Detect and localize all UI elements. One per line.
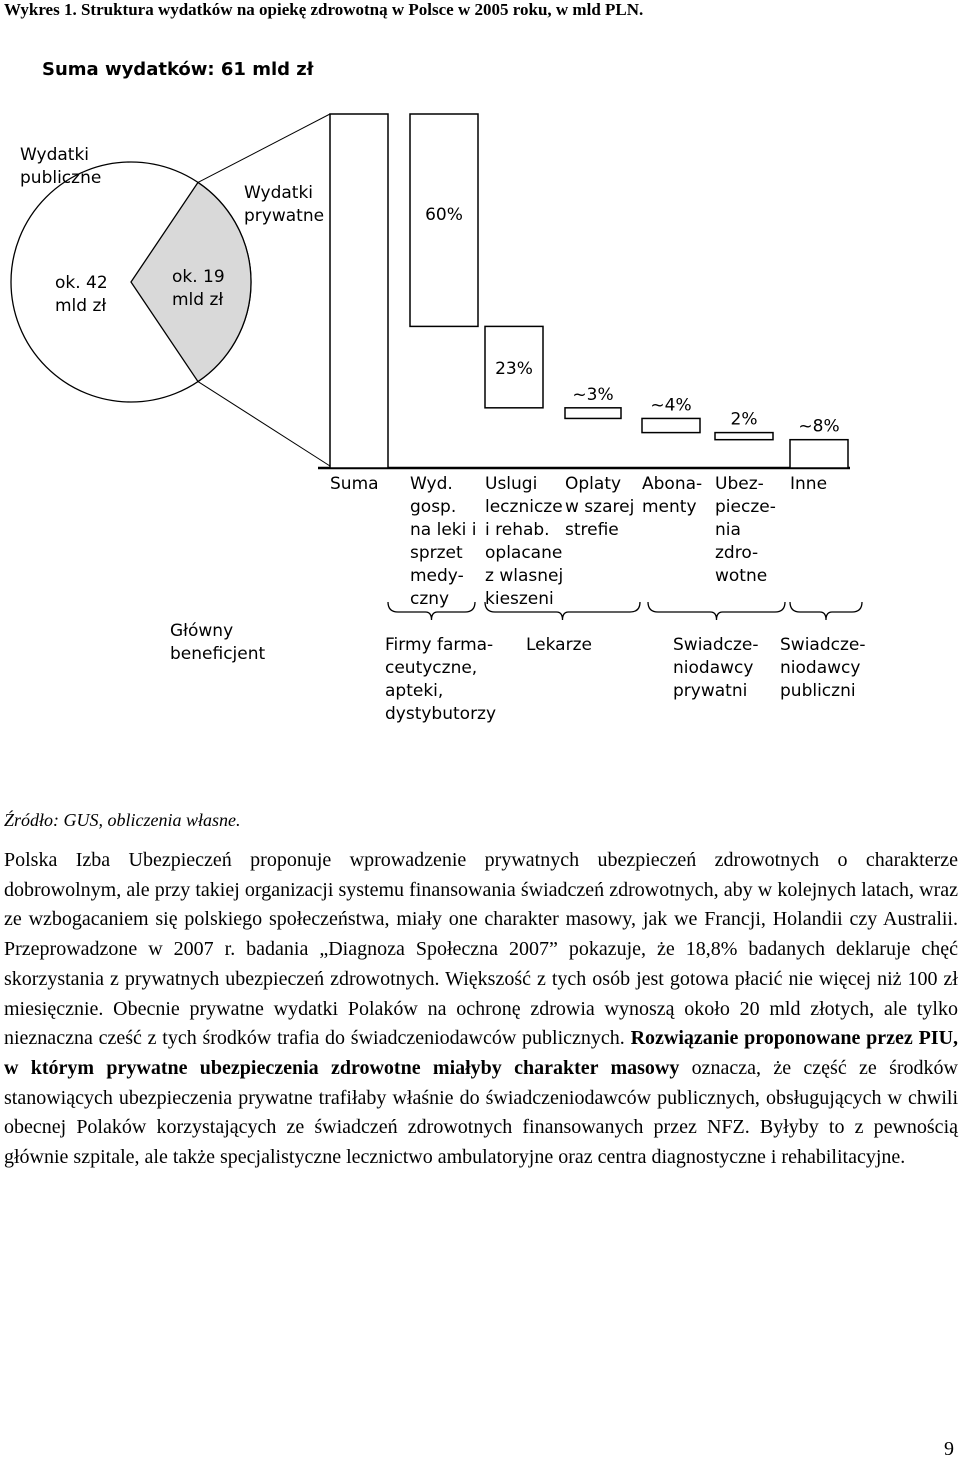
pie-value-private: ok. 19 mld zł [172, 267, 225, 310]
beneficiary-label: Lekarze [526, 635, 592, 655]
bar [715, 433, 773, 440]
figure-caption: Wykres 1. Struktura wydatków na opiekę zdrowotną w Polsce w 2005 roku, w mld PLN. [4, 0, 644, 19]
bar-value-label: ~3% [572, 384, 614, 405]
page-number: 9 [944, 1438, 954, 1460]
bar-value-label: 23% [495, 359, 533, 379]
chart-title: Suma wydatków: 61 mld zł [42, 59, 314, 80]
bar-value-label: ~8% [798, 416, 840, 437]
bar-category-label: Suma [330, 474, 379, 494]
connector-line-bottom [198, 382, 330, 466]
beneficiary-brace [648, 602, 785, 620]
beneficiary-label: Swiadcze-niodawcy prywatni [673, 635, 759, 701]
beneficiary-label: Firmy farma-ceutyczne, apteki, dystybutorzy [385, 635, 497, 724]
beneficiary-label: Swiadcze-niodawcy publiczni [780, 635, 866, 701]
bar [642, 418, 700, 432]
bar-value-label: 60% [425, 205, 463, 225]
beneficiary-brace [790, 602, 862, 620]
expenditure-chart [0, 30, 960, 800]
bar [790, 440, 848, 468]
paragraph-bold-text: Rozwiązanie proponowane przez PIU, w którym prywatne ubezpieczenia zdrowotne miałyby charakter masowy [4, 1027, 959, 1079]
bar-category-label: Wyd. gosp. na leki i sprzet medy-czny [410, 474, 477, 609]
bar-category-label: Uslugi lecznicze i rehab. oplacane z wlasnej kieszeni [485, 474, 564, 609]
bar-category-label: Abona-menty [642, 474, 703, 517]
source-note: Źródło: GUS, obliczenia własne. [4, 810, 241, 830]
paragraph-text-1: Polska Izba Ubezpieczeń proponuje wprowadzenie prywatnych ubezpieczeń zdrowotnych o charakterze dobrowolnym, ale przy takiej organizacji systemu finansowania świadczeń zdrowotnych, aby w kolejnych latach, wraz ze wzbogacaniem się polskiego społeczeństwa, miały one charakter masowy, jak we Francji, Holandii czy Australii. Przeprowadzone w 2007 r. badania „Diagnoza Społeczna 2007” pokazuje, że 18,8% badanych deklaruje chęć skorzystania z prywatnych ubezpieczeń zdrowotnych. Większość z tych osób jest gotowa płacić nie więcej niż 100 zł miesięcznie. Obecnie prywatne wydatki Polaków na ochronę zdrowia wynoszą około 20 mld złotych, ale tylko nieznaczna cześć z tych środków trafia do świadczeniodawców publicznych. [4, 849, 958, 1050]
bar-category-label: Ubez-piecze-nia zdro-wotne [715, 474, 776, 586]
bar-value-label: ~4% [650, 395, 692, 416]
pie-value-public: ok. 42 mld zł [55, 273, 108, 316]
bar [565, 408, 621, 419]
bar-category-label: Inne [790, 474, 828, 494]
bar-value-label: 2% [730, 409, 758, 430]
pie-label-private: Wydatki prywatne [244, 183, 325, 226]
paragraph-text-2: oznacza, że część ze środków stanowiących ubezpieczenia prywatne trafiłaby właśnie do świadczeniodawców publicznych, obsługujących w chwili obecnej Polaków korzystających ze świadczeń zdrowotnych finansowanych przez NFZ. Byłyby to z pewnością głównie szpitale, ale także specjalistyczne lecznictwo ambulatoryjne oraz centra diagnostyczne i rehabilitacyjne. [4, 1056, 958, 1169]
bar-category-label: Oplaty w szarej strefie [565, 474, 635, 540]
pie-label-public: Wydatki publiczne [20, 145, 102, 188]
connector-line-top [198, 114, 330, 182]
body-paragraph [4, 846, 958, 1173]
beneficiary-title: Główny beneficjent [170, 621, 266, 664]
bar [330, 114, 388, 468]
